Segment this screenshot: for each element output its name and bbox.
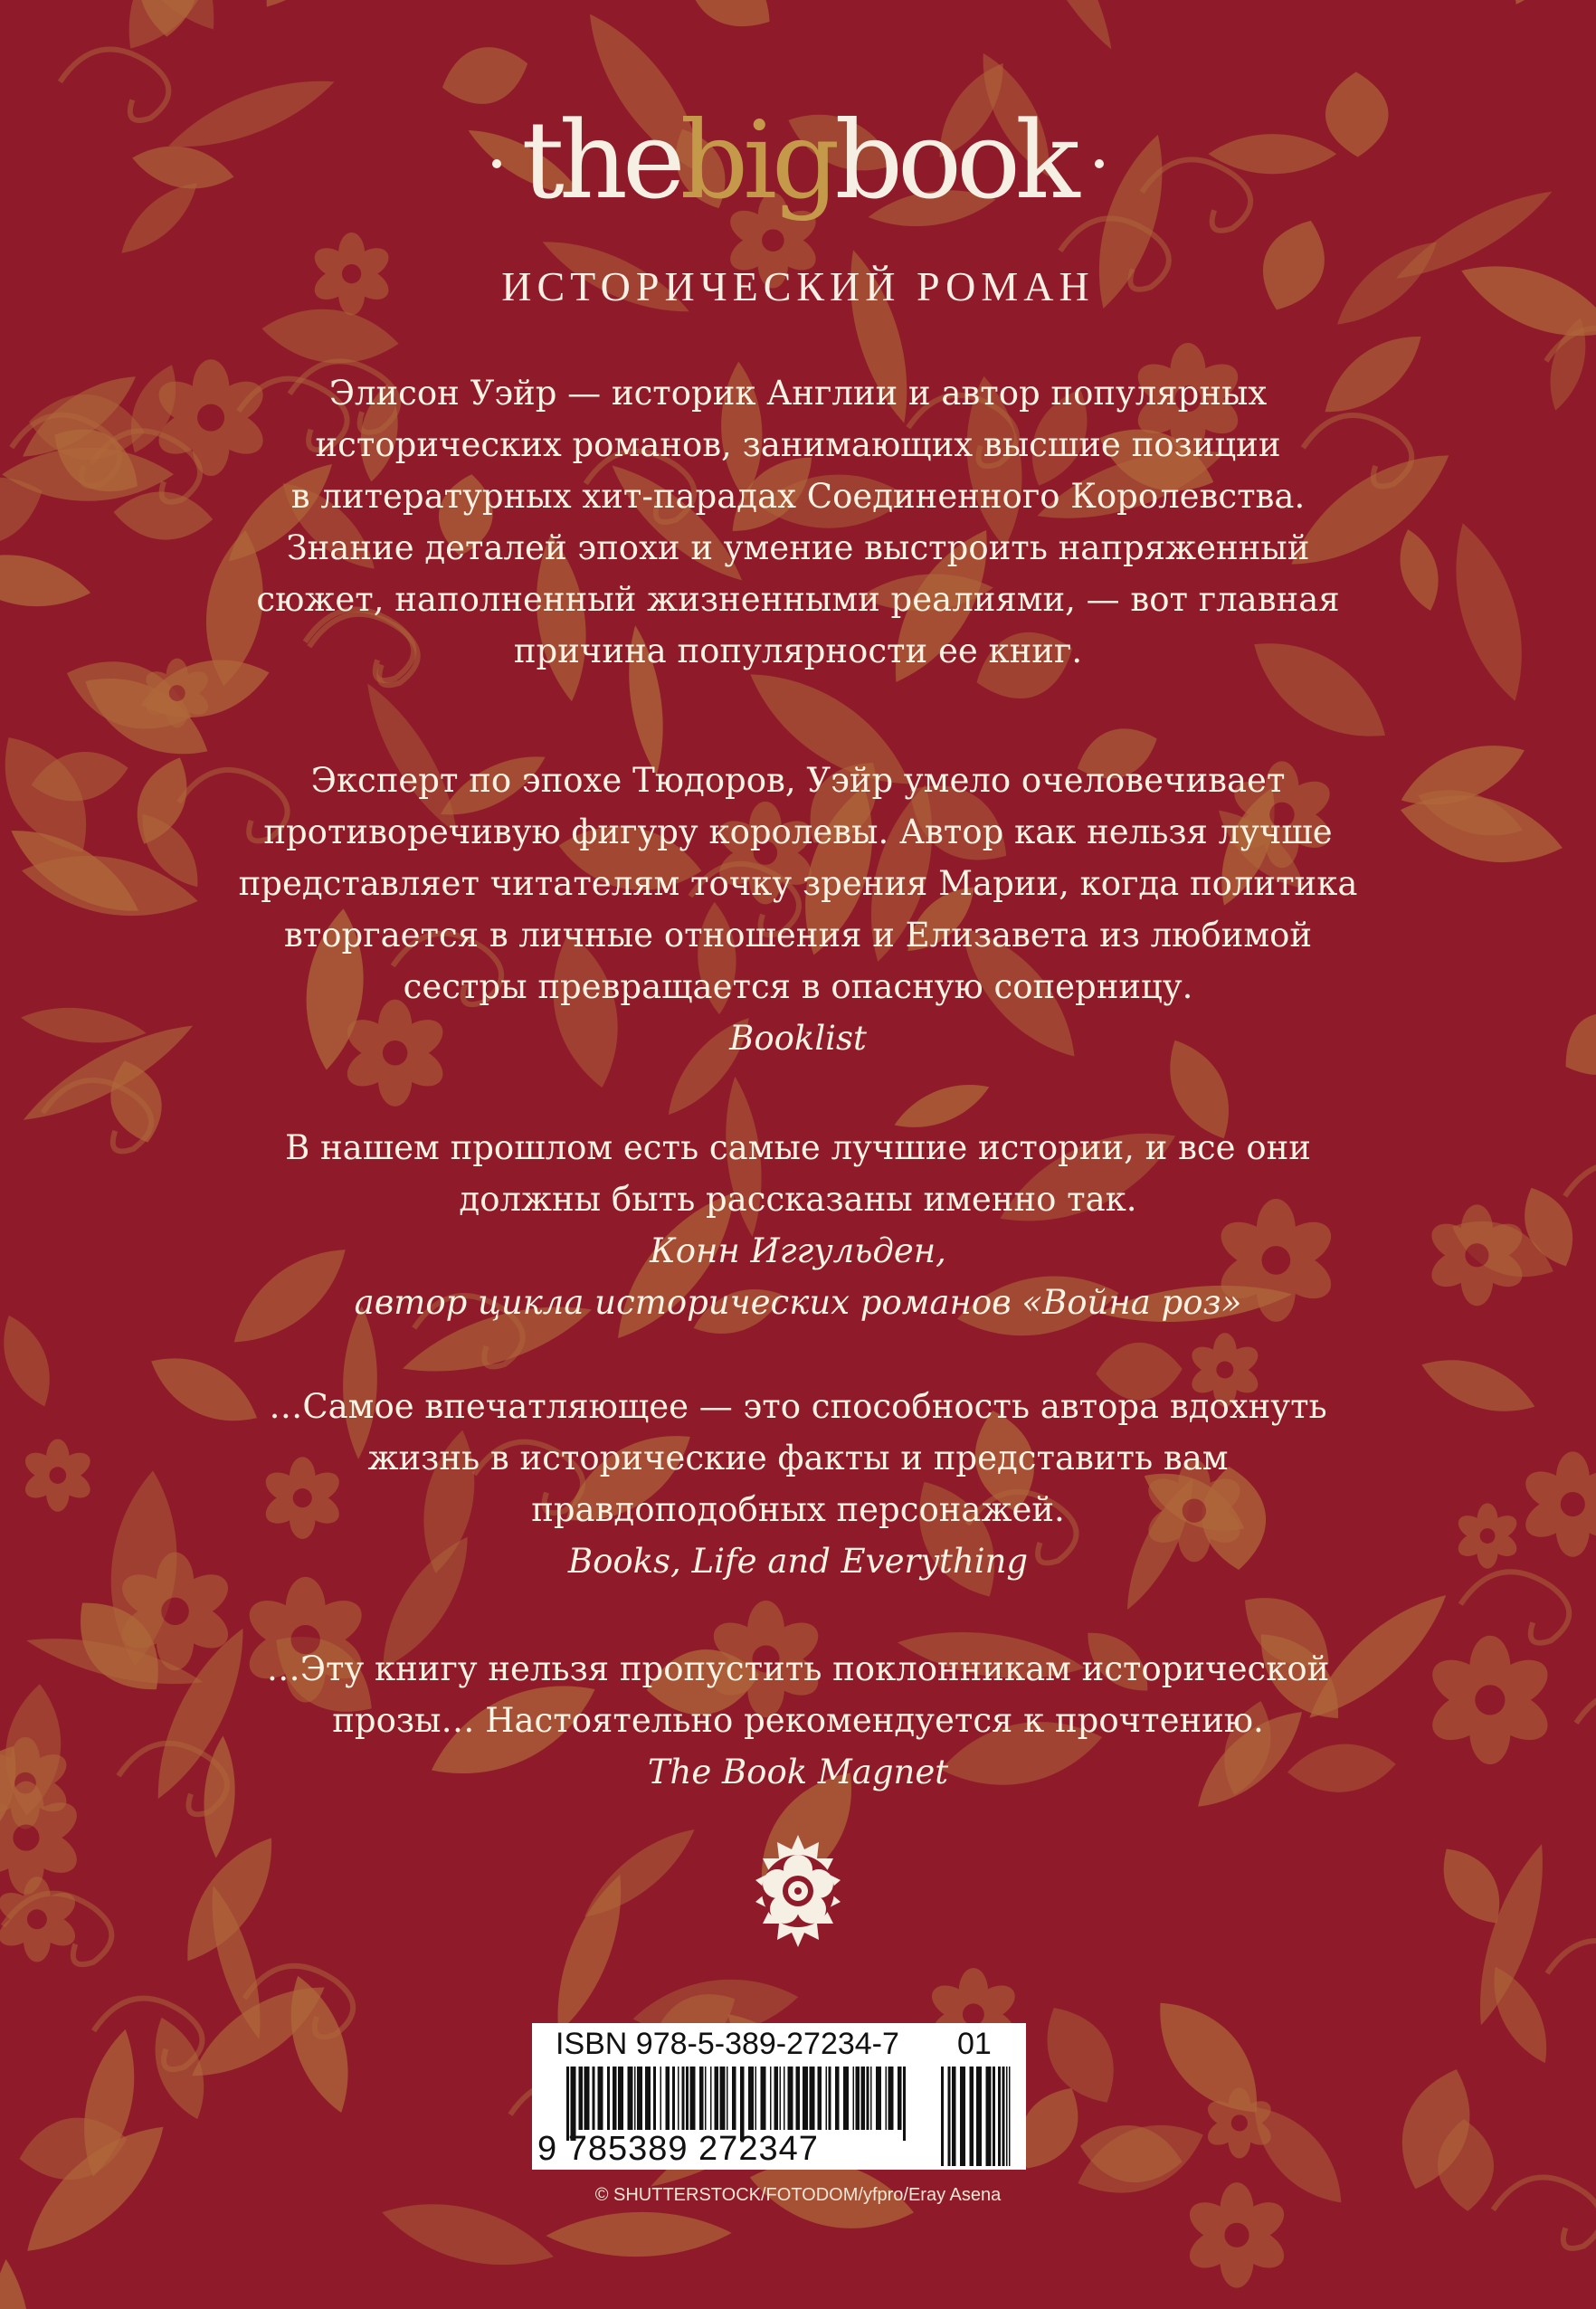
publisher-logo	[0, 98, 1596, 223]
barcode-addon: 01	[957, 2027, 992, 2061]
review-line: прозы… Настоятельно рекомендуется к прочтению.	[332, 1701, 1264, 1740]
review-book-magnet	[0, 1643, 1596, 1798]
review-line: вторгается в личные отношения и Елизавета из любимой	[283, 916, 1313, 955]
tudor-rose-icon	[739, 1833, 857, 1951]
logo-dot-right	[1095, 159, 1104, 168]
blurb-line: причина популярности ее книг.	[513, 632, 1083, 670]
review-line: …Эту книгу нельзя пропустить поклонникам исторической	[266, 1649, 1330, 1688]
logo-big: big	[679, 98, 835, 223]
series-genre-title: ИСТОРИЧЕСКИЙ РОМАН	[501, 263, 1095, 309]
review-line: В нашем прошлом есть самые лучшие истории, и все они	[285, 1128, 1311, 1167]
review-iggulden	[0, 1122, 1596, 1328]
review-line: …Самое впечатляющее — это способность автора вдохнуть	[269, 1387, 1327, 1426]
review-source: Booklist	[729, 1019, 867, 1058]
review-books-life-everything	[0, 1381, 1596, 1587]
review-line: представляет читателям точку зрения Марии, когда политика	[238, 864, 1358, 903]
review-source: автор цикла исторических романов «Война роз»	[354, 1283, 1242, 1322]
review-line: правдоподобных персонажей.	[531, 1490, 1065, 1529]
image-credit: © SHUTTERSTOCK/FOTODOM/yfpro/Eray Asena	[594, 2185, 1002, 2205]
isbn-barcode	[532, 2023, 1026, 2170]
review-booklist	[0, 755, 1596, 1064]
blurb-line: сюжет, наполненный жизненными реалиями, — вот главная	[256, 580, 1340, 619]
blurb-line: Элисон Уэйр — историк Англии и автор популярных	[328, 374, 1268, 413]
review-line: противоречивую фигуру королевы. Автор как нельзя лучше	[263, 812, 1333, 851]
review-source: Books, Life and Everything	[567, 1542, 1029, 1581]
barcode-digits: 9 785389 272347	[537, 2130, 819, 2168]
review-line: должны быть рассказаны именно так.	[459, 1180, 1137, 1219]
logo-book: book	[834, 98, 1075, 223]
blurb-line: в литературных хит-парадах Соединенного Королевства.	[290, 477, 1306, 516]
review-line: Эксперт по эпохе Тюдоров, Уэйр умело очеловечивает	[310, 761, 1286, 800]
author-blurb	[0, 367, 1596, 677]
review-line: жизнь в исторические факты и представить вам	[367, 1439, 1229, 1478]
logo-dot-left	[492, 159, 501, 168]
isbn-label: ISBN 978-5-389-27234-7	[556, 2027, 899, 2061]
blurb-line: Знание деталей эпохи и умение выстроить напряженный	[286, 528, 1310, 567]
blurb-line: исторических романов, занимающих высшие позиции	[315, 425, 1281, 464]
review-source: The Book Magnet	[647, 1753, 949, 1791]
logo-the: the	[521, 98, 680, 223]
review-line: сестры превращается в опасную соперницу.	[403, 967, 1193, 1006]
review-source: Конн Иггульден,	[650, 1231, 946, 1270]
